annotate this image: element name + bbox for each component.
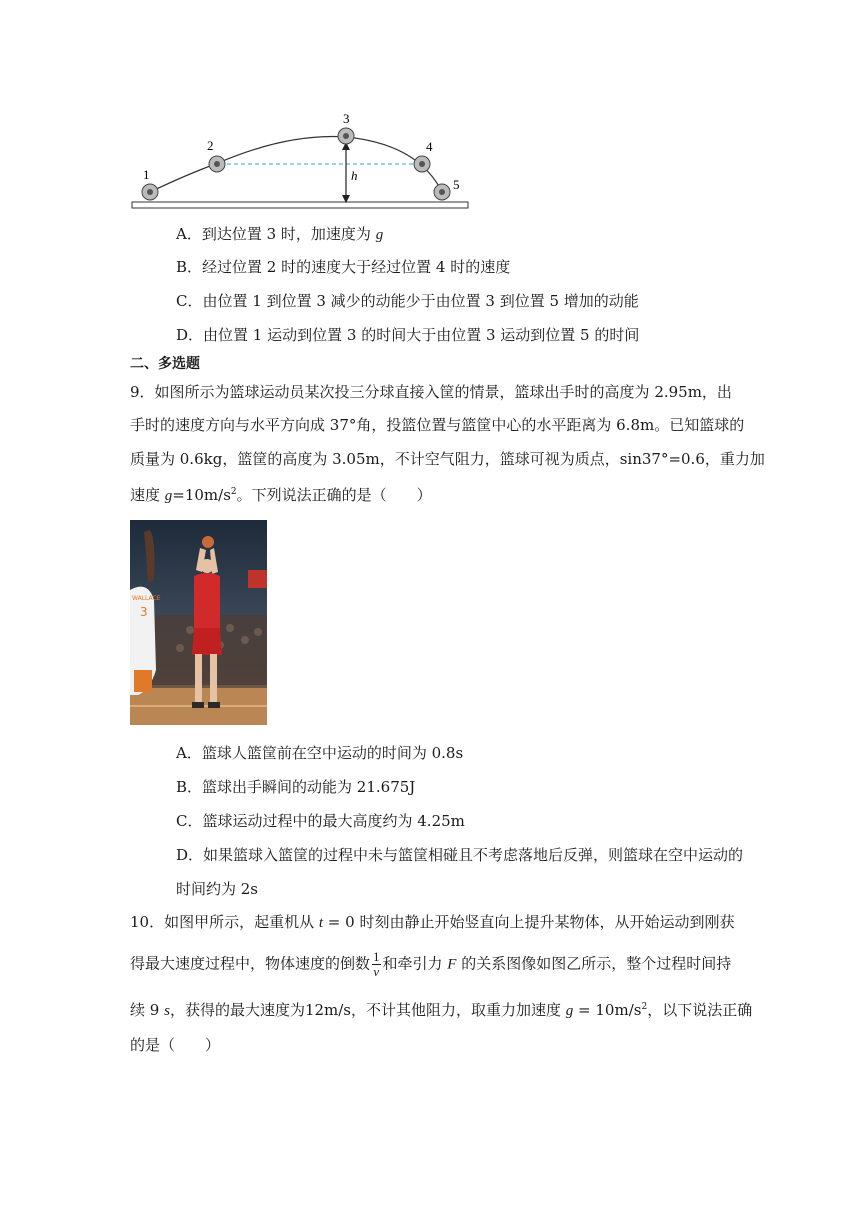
q9-option-d-continued: 时间约为 2s bbox=[176, 880, 259, 898]
jersey-text: WALLACE bbox=[132, 595, 161, 602]
label-5: 5 bbox=[453, 177, 460, 192]
section-title: 二、多选题 bbox=[130, 356, 200, 372]
q9-option-c: C．篮球运动过程中的最大高度约为 4.25m bbox=[176, 812, 465, 830]
soccer-ball-icon bbox=[209, 156, 225, 172]
q9-line-4: 速度 $g=10m/s^2$。下列说法正确的是（ ） bbox=[130, 486, 432, 504]
q9-line-3: 质量为 0.6kg，篮筐的高度为 3.05m，不计空气阻力，篮球可视为质点，sin37°=0.6，重力加 bbox=[130, 450, 765, 468]
q8-option-c: C．由位置 1 到位置 3 减少的动能少于由位置 3 到位置 5 增加的动能 bbox=[176, 292, 639, 310]
q10-line-4: 的是（ ） bbox=[130, 1036, 221, 1054]
label-1: 1 bbox=[143, 167, 150, 182]
trajectory-diagram bbox=[128, 108, 473, 212]
label-3: 3 bbox=[343, 111, 350, 126]
label-2: 2 bbox=[207, 138, 214, 153]
q10-line-3: 续 9 s，获得的最大速度为12m/s，不计其他阻力，取重力加速度 $g = 10m/s^2$，以下说法正确 bbox=[130, 1001, 753, 1019]
q8-option-a: A．到达位置 3 时，加速度为 g bbox=[176, 225, 384, 243]
q8-option-d: D．由位置 1 运动到位置 3 的时间大于由位置 3 运动到位置 5 的时间 bbox=[176, 326, 640, 344]
ground bbox=[132, 202, 468, 208]
q10-line-2: 得最大速度过程中，物体速度的倒数 $\frac{1}{v}$ 和牵引力 F 的关系图像如图乙所示，整个过程时间持 bbox=[130, 949, 732, 979]
q9-option-d: D．如果篮球入篮筐的过程中未与篮筐相碰且不考虑落地后反弹，则篮球在空中运动的 bbox=[176, 846, 744, 864]
soccer-ball-icon bbox=[142, 184, 158, 200]
q9-option-a: A．篮球人篮筐前在空中运动的时间为 0.8s bbox=[176, 744, 464, 762]
q10-line-1: 10．如图甲所示，起重机从 t = 0 时刻由静止开始竖直向上提升某物体，从开始运动到刚获 bbox=[130, 913, 735, 931]
fraction-one-over-v: $\frac{1}{v}$ bbox=[373, 949, 380, 979]
q9-line-2: 手时的速度方向与水平方向成 37°角，投篮位置与篮筐中心的水平距离为 6.8m。已知篮球的 bbox=[130, 416, 745, 434]
jersey-number: 3 bbox=[140, 605, 148, 619]
label-h: h bbox=[351, 168, 358, 183]
label-4: 4 bbox=[426, 139, 433, 154]
q8-option-b: B．经过位置 2 时的速度大于经过位置 4 时的速度 bbox=[176, 258, 511, 276]
soccer-ball-icon bbox=[338, 128, 354, 144]
soccer-ball-icon bbox=[434, 184, 450, 200]
basketball-photo bbox=[130, 520, 267, 725]
basketball-icon bbox=[202, 536, 214, 548]
soccer-ball-icon bbox=[414, 156, 430, 172]
q9-option-b: B．篮球出手瞬间的动能为 21.675J bbox=[176, 778, 416, 796]
q9-line-1: 9．如图所示为篮球运动员某次投三分球直接入筐的情景，篮球出手时的高度为 2.95m，出 bbox=[130, 383, 732, 401]
